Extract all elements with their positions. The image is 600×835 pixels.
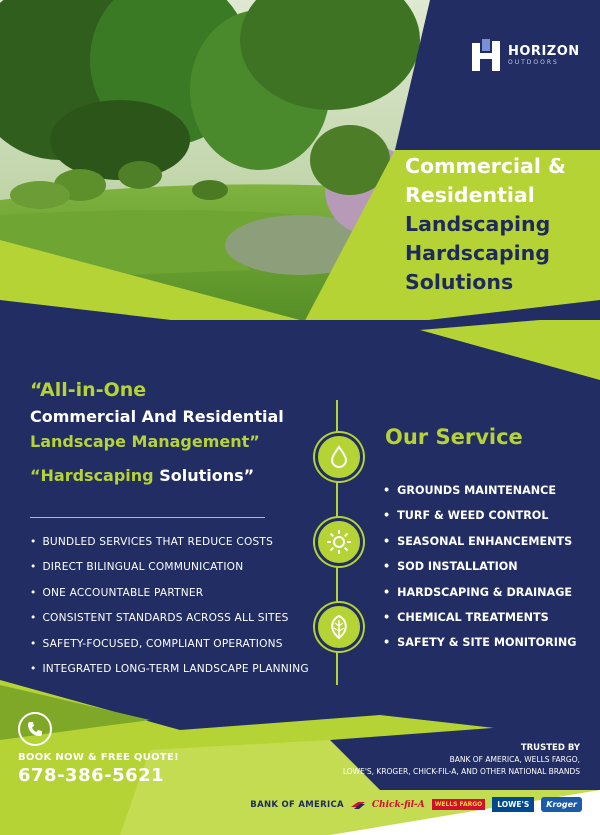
chick-fil-a-logo: Chick-fil-A <box>371 799 425 810</box>
benefit-item: • DIRECT BILINGUAL COMMUNICATION <box>30 561 244 574</box>
wells-fargo-logo: WELLS FARGO <box>432 799 485 810</box>
quote-line-3b: Management” <box>125 432 260 451</box>
benefits-list <box>30 530 309 682</box>
benefit-item: • ONE ACCOUNTABLE PARTNER <box>30 586 204 599</box>
headline-line-2: Residential <box>405 183 535 207</box>
headline-line-5: Solutions <box>405 270 514 294</box>
horizon-logo-icon <box>470 39 502 73</box>
quote-line-3 <box>30 429 330 455</box>
headline <box>405 152 595 297</box>
bank-of-america-logo: BANK OF AMERICA <box>250 799 344 810</box>
quote-line-4a: “Hardscaping <box>30 466 154 485</box>
phone-icon[interactable] <box>18 712 52 746</box>
quote-line-2: Commercial And Residential <box>30 407 284 426</box>
service-item: • SAFETY & SITE MONITORING <box>383 636 577 650</box>
service-item: • GROUNDS MAINTENANCE <box>383 484 556 497</box>
lowes-logo: LOWE'S <box>492 797 534 812</box>
trusted-title: TRUSTED BY <box>520 743 580 753</box>
logo-subtitle: OUTDOORS <box>508 59 559 66</box>
service-item: • SOD INSTALLATION <box>383 560 518 574</box>
book-now-cta[interactable]: BOOK NOW & FREE QUOTE! <box>18 752 180 763</box>
service-item: • SEASONAL ENHANCEMENTS <box>383 534 573 548</box>
service-item: • CHEMICAL TREATMENTS <box>383 611 549 625</box>
divider <box>30 517 265 518</box>
sun-icon <box>315 518 363 566</box>
benefit-item: • CONSISTENT STANDARDS ACROSS ALL SITES <box>30 612 289 625</box>
company-logo <box>470 36 585 76</box>
services-list <box>383 478 576 656</box>
quote-line-4b: Solutions” <box>153 466 255 485</box>
headline-line-1: Commercial & <box>405 154 566 178</box>
bank-of-america-flag-icon <box>351 801 365 809</box>
benefit-item: • BUNDLED SERVICES THAT REDUCE COSTS <box>30 536 274 548</box>
trusted-line-1: BANK OF AMERICA, WELLS FARGO, <box>449 755 580 764</box>
services-title: Our Service <box>385 425 523 449</box>
service-item: • HARDSCAPING & DRAINAGE <box>383 585 573 599</box>
logo-name: HORIZON <box>508 44 580 59</box>
service-item: • TURF & WEED CONTROL <box>383 509 549 523</box>
benefit-item: • INTEGRATED LONG-TERM LANDSCAPE PLANNING <box>30 663 309 676</box>
benefit-item: • SAFETY-FOCUSED, COMPLIANT OPERATIONS <box>30 637 283 650</box>
phone-number[interactable]: 678-386-5621 <box>18 765 165 786</box>
quote-line-3a: Landscape <box>30 432 126 451</box>
brand-logos <box>250 797 582 812</box>
water-drop-icon <box>315 433 363 481</box>
quote-line-1: “All-in-One <box>30 379 147 401</box>
headline-line-4: Hardscaping <box>405 241 550 265</box>
tagline-quote <box>30 376 330 489</box>
leaf-icon <box>315 603 363 651</box>
trusted-line-2: LOWE'S, KROGER, CHICK-FIL-A, AND OTHER NATIONAL BRANDS <box>342 767 580 776</box>
trusted-by <box>343 742 580 778</box>
kroger-logo: Kroger <box>541 797 582 812</box>
headline-line-3: Landscaping <box>405 212 551 236</box>
quote-line-4 <box>30 463 330 489</box>
